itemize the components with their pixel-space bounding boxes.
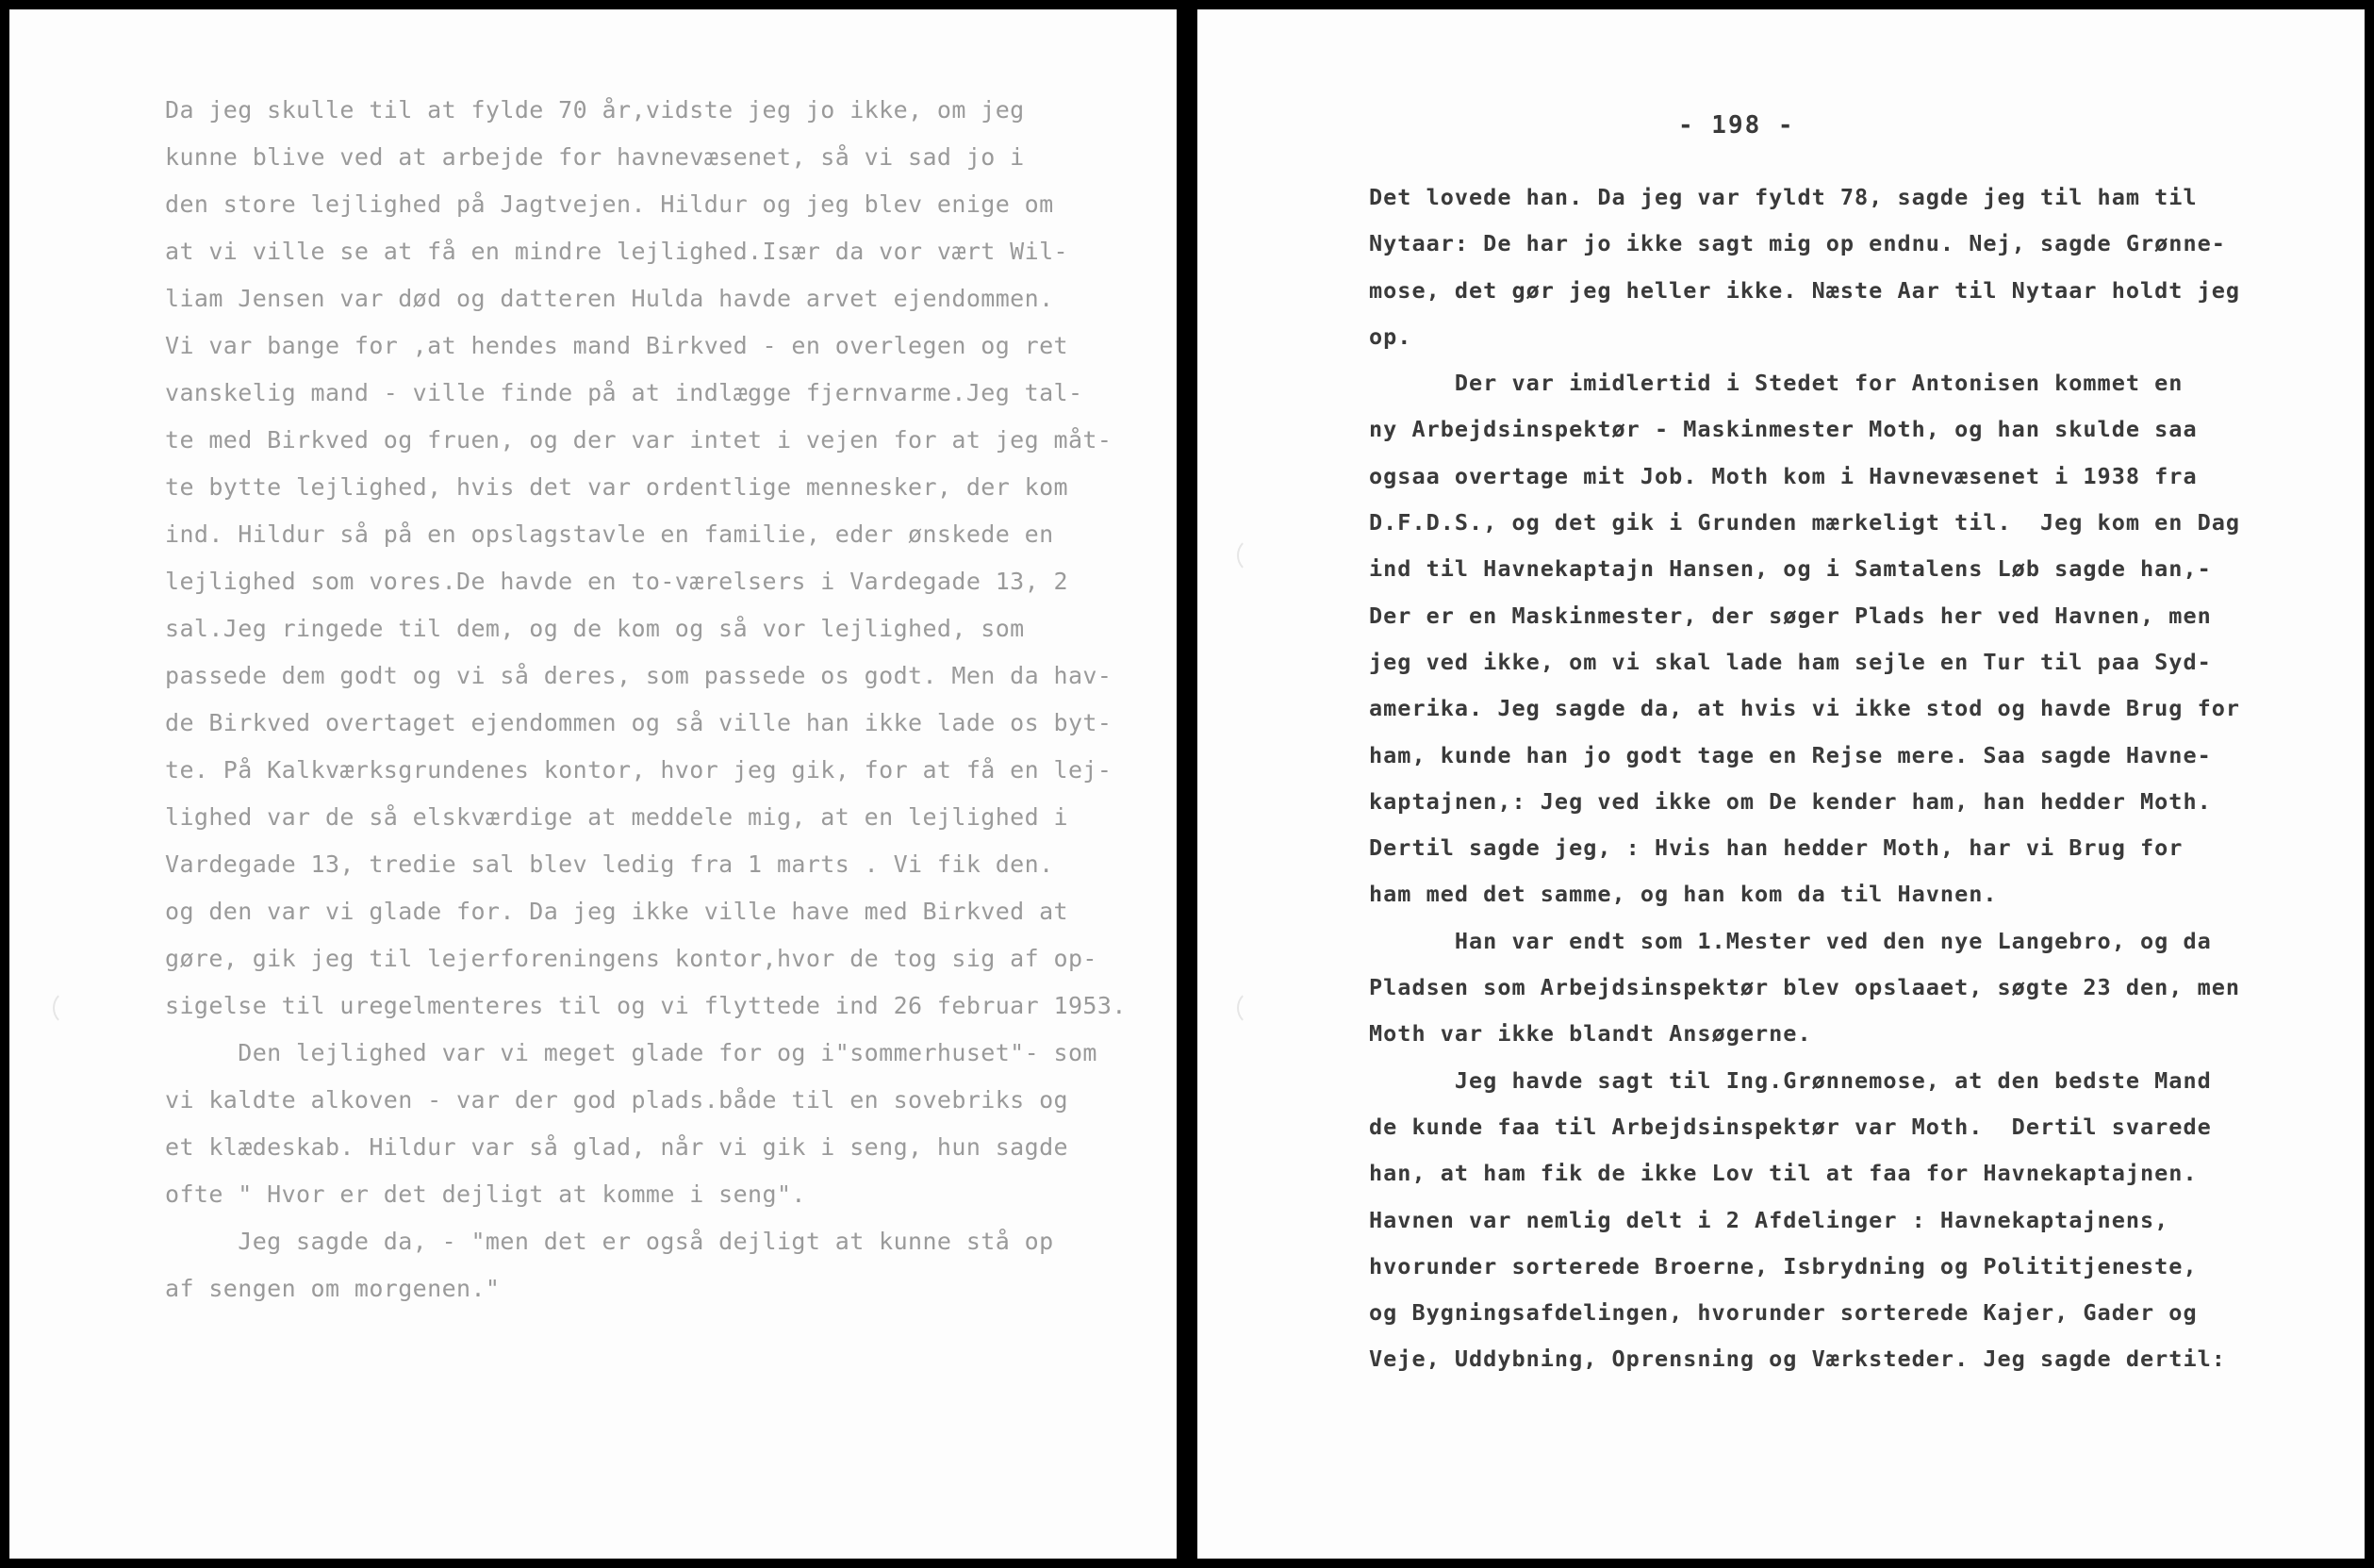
page-number: - 198 - — [1678, 111, 1795, 140]
text-line: ofte " Hvor er det dejligt at komme i seng". — [165, 1180, 806, 1208]
text-line: Der er en Maskinmester, der søger Plads her ved Havnen, men — [1369, 602, 2212, 629]
text-line: at vi ville se at få en mindre lejlighed.Især da vor vært Wil- — [165, 238, 1068, 265]
text-line: Vardegade 13, tredie sal blev ledig fra 1 marts . Vi fik den. — [165, 850, 1054, 878]
text-line: sal.Jeg ringede til dem, og de kom og så vor lejlighed, som — [165, 615, 1025, 642]
text-line: Dertil sagde jeg, : Hvis han hedder Moth, har vi Brug for — [1369, 834, 2184, 862]
text-line: Pladsen som Arbejdsinspektør blev opslaaet, søgte 23 den, men — [1369, 974, 2241, 1001]
text-line: passede dem godt og vi så deres, som passede os godt. Men da hav- — [165, 662, 1113, 689]
punch-hole-mark — [53, 990, 87, 1026]
text-line: han, at ham fik de ikke Lov til at faa for Havnekaptajnen. — [1369, 1160, 2198, 1187]
text-line: liam Jensen var død og datteren Hulda havde arvet ejendommen. — [165, 285, 1054, 312]
text-line: D.F.D.S., og det gik i Grunden mærkeligt til. Jeg kom en Dag — [1369, 509, 2241, 536]
punch-hole-mark — [1237, 537, 1271, 573]
punch-hole-mark — [1237, 990, 1271, 1026]
text-line: te. På Kalkværksgrundenes kontor, hvor jeg gik, for at få en lej- — [165, 756, 1113, 784]
text-line: hvorunder sorterede Broerne, Isbrydning og Polititjeneste, — [1369, 1252, 2198, 1279]
text-line: jeg ved ikke, om vi skal lade ham sejle en Tur til paa Syd- — [1369, 648, 2212, 675]
left-page — [9, 9, 1177, 1559]
text-line: af sengen om morgenen." — [165, 1275, 501, 1302]
text-line: Vi var bange for ,at hendes mand Birkved - en overlegen og ret — [165, 332, 1068, 359]
text-line: de Birkved overtaget ejendommen og så ville han ikke lade os byt- — [165, 709, 1113, 736]
text-line: Der var imidlertid i Stedet for Antonisen kommet en — [1369, 370, 2184, 397]
right-page-text — [1369, 174, 2349, 1383]
right-page — [1197, 9, 2365, 1559]
text-line: og Bygningsafdelingen, hvorunder sorterede Kajer, Gader og — [1369, 1299, 2198, 1327]
text-line: de kunde faa til Arbejdsinspektør var Moth. Dertil svarede — [1369, 1113, 2212, 1140]
text-line: Moth var ikke blandt Ansøgerne. — [1369, 1020, 1812, 1048]
text-line: Den lejlighed var vi meget glade for og i"sommerhuset"- som — [165, 1039, 1097, 1066]
text-line: Det lovede han. Da jeg var fyldt 78, sagde jeg til ham til — [1369, 184, 2198, 210]
text-line: Veje, Uddybning, Oprensning og Værksteder. Jeg sagde dertil: — [1369, 1345, 2226, 1373]
text-line: gøre, gik jeg til lejerforeningens kontor,hvor de tog sig af op- — [165, 945, 1097, 972]
text-line: den store lejlighed på Jagtvejen. Hildur og jeg blev enige om — [165, 190, 1054, 218]
text-line: op. — [1369, 322, 1412, 350]
text-line: vanskelig mand - ville finde på at indlægge fjernvarme.Jeg tal- — [165, 379, 1083, 406]
text-line: Jeg havde sagt til Ing.Grønnemose, at den bedste Mand — [1369, 1066, 2212, 1094]
text-line: ham med det samme, og han kom da til Havnen. — [1369, 881, 1998, 908]
text-line: Nytaar: De har jo ikke sagt mig op endnu. Nej, sagde Grønne- — [1369, 230, 2226, 257]
text-line: kunne blive ved at arbejde for havnevæsenet, så vi sad jo i — [165, 143, 1025, 171]
text-line: ogsaa overtage mit Job. Moth kom i Havnevæsenet i 1938 fra — [1369, 462, 2198, 489]
text-line: kaptajnen,: Jeg ved ikke om De kender ham, han hedder Moth. — [1369, 787, 2212, 815]
text-line: ind. Hildur så på en opslagstavle en familie, eder ønskede en — [165, 520, 1054, 548]
text-line: Han var endt som 1.Mester ved den nye Langebro, og da — [1369, 927, 2212, 954]
text-line: ham, kunde han jo godt tage en Rejse mere. Saa sagde Havne- — [1369, 741, 2212, 768]
text-line: vi kaldte alkoven - var der god plads.både til en sovebriks og — [165, 1086, 1068, 1114]
text-line: te med Birkved og fruen, og der var intet i vejen for at jeg måt- — [165, 426, 1113, 454]
text-line: et klædeskab. Hildur var så glad, når vi gik i seng, hun sagde — [165, 1133, 1068, 1161]
text-line: mose, det gør jeg heller ikke. Næste Aar til Nytaar holdt jeg — [1369, 276, 2241, 304]
text-line: og den var vi glade for. Da jeg ikke ville have med Birkved at — [165, 898, 1068, 925]
left-page-text — [165, 87, 1164, 1312]
text-line: sigelse til uregelmenteres til og vi flyttede ind 26 februar 1953. — [165, 992, 1127, 1019]
text-line: lighed var de så elskværdige at meddele mig, at en lejlighed i — [165, 803, 1068, 831]
text-line: te bytte lejlighed, hvis det var ordentlige mennesker, der kom — [165, 473, 1068, 501]
text-line: lejlighed som vores.De havde en to-værelsers i Vardegade 13, 2 — [165, 568, 1068, 595]
text-line: ind til Havnekaptajn Hansen, og i Samtalens Løb sagde han,- — [1369, 555, 2212, 583]
text-line: Jeg sagde da, - "men det er også dejligt at kunne stå op — [165, 1228, 1054, 1255]
text-line: ny Arbejdsinspektør - Maskinmester Moth, og han skulde saa — [1369, 416, 2198, 443]
text-line: amerika. Jeg sagde da, at hvis vi ikke stod og havde Brug for — [1369, 695, 2241, 722]
text-line: Havnen var nemlig delt i 2 Afdelinger : Havnekaptajnens, — [1369, 1206, 2169, 1233]
text-line: Da jeg skulle til at fylde 70 år,vidste jeg jo ikke, om jeg — [165, 96, 1025, 124]
